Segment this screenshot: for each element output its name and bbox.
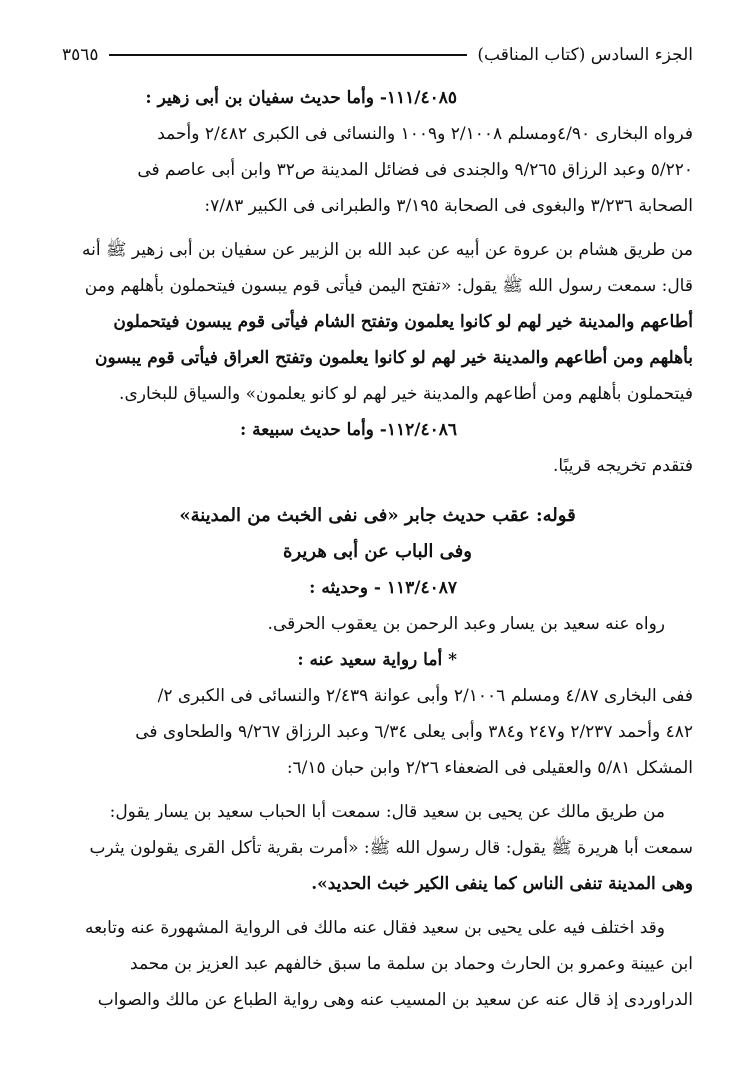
running-title: الجزء السادس (كتاب المناقب) [477, 45, 693, 65]
text-line: فيتحملون بأهلهم ومن أطاعهم والمدينة خير لهم لو كانو يعلمون» والسياق للبخارى. [119, 384, 693, 404]
text-line: وقد اختلف فيه على يحيى بن سعيد فقال عنه مالك فى الرواية المشهورة عنه وتابعه [85, 918, 665, 938]
hadith-heading-4086: ١١٢/٤٠٨٦- وأما حديث سبيعة : [239, 420, 457, 440]
text-line: من طريق هشام بن عروة عن أبيه عن عبد الله بن الزبير عن سفيان بن أبى زهير ﷺ أنه [82, 240, 693, 260]
page-number: ٣٥٦٥ [62, 45, 99, 65]
text-line: قال: سمعت رسول الله ﷺ يقول: «تفتح اليمن فيأتى قوم يبسون فيتحملون بأهلهم ومن [84, 276, 693, 296]
hadith-text-line: أطاعهم والمدينة خير لهم لو كانوا يعلمون وتفتح الشام فيأتى قوم يبسون فيتحملون [113, 312, 693, 332]
text-line: رواه عنه سعيد بن يسار وعبد الرحمن بن يعقوب الحرقى. [267, 614, 665, 634]
hadith-heading-4085: ١١١/٤٠٨٥- وأما حديث سفيان بن أبى زهير : [145, 88, 457, 108]
text-line: ٥/٢٢٠ وعبد الرزاق ٩/٢٦٥ والجندى فى فضائل المدينة ص٣٢ وابن أبى عاصم فى [137, 160, 693, 180]
subsection-heading: * أما رواية سعيد عنه : [297, 650, 457, 670]
hadith-text-line: بأهلهم ومن أطاعهم والمدينة خير لهم لو كانوا يعلمون وتفتح العراق فيأتى قوم يبسون [95, 348, 693, 368]
text-line: الدراوردى إذ قال عنه عن سعيد بن المسيب عنه وهى رواية الطباع عن مالك والصواب [97, 990, 693, 1010]
text-line: ابن عيينة وعمرو بن الحارث وحماد بن سلمة ما سبق خالفهم عبد العزيز بن محمد [130, 954, 693, 974]
text-line: فتقدم تخريجه قريبًا. [553, 456, 693, 476]
hadith-heading-4087: ١١٣/٤٠٨٧ - وحديثه : [309, 578, 457, 598]
text-line: ٤٨٢ وأحمد ٢/٢٣٧ و٢٤٧ و٣٨٤ وأبى يعلى ٦/٣٤ وعبد الرزاق ٩/٢٦٧ والطحاوى فى [135, 722, 693, 742]
section-subtitle: وفى الباب عن أبى هريرة [283, 541, 472, 562]
page-body [62, 80, 693, 1018]
header-rule [109, 54, 468, 56]
hadith-text-line: وهى المدينة تنفى الناس كما ينفى الكير خبث الحديد». [311, 874, 693, 894]
text-line: سمعت أبا هريرة ﷺ يقول: قال رسول الله ﷺ: «أمرت بقرية تأكل القرى يقولون يثرب [89, 838, 693, 858]
text-line: المشكل ٥/٨١ والعقيلى فى الضعفاء ٢/٢٦ وابن حبان ٦/١٥: [286, 758, 693, 778]
section-title: قوله: عقب حديث جابر «فى نفى الخبث من المدينة» [179, 505, 576, 526]
text-line: الصحابة ٣/٢٣٦ والبغوى فى الصحابة ٣/١٩٥ والطبرانى فى الكبير ٧/٨٣: [204, 196, 693, 216]
text-line: من طريق مالك عن يحيى بن سعيد قال: سمعت أبا الحباب سعيد بن يسار يقول: [109, 802, 665, 822]
text-line: فرواه البخارى ٤/٩٠ومسلم ٢/١٠٠٨ و١٠٠٩ والنسائى فى الكبرى ٢/٤٨٢ وأحمد [157, 124, 693, 144]
text-line: ففى البخارى ٤/٨٧ ومسلم ٢/١٠٠٦ وأبى عوانة ٢/٤٣٩ والنسائى فى الكبرى ٢/ [157, 686, 693, 706]
page-header [62, 40, 693, 70]
